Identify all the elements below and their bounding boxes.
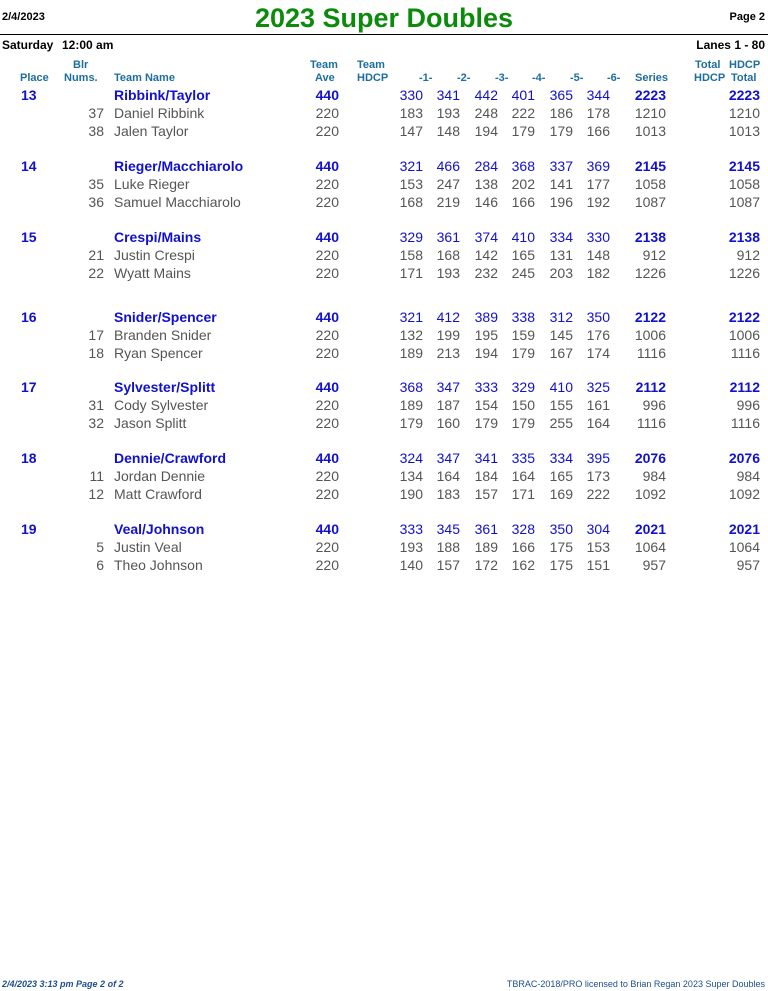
col-game-6: -6-: [607, 72, 621, 84]
bowler-series: 1226: [634, 265, 666, 281]
bowler-number: 18: [88, 345, 104, 361]
team-name: Dennie/Crawford: [114, 450, 227, 466]
team-place: 19: [21, 521, 37, 537]
bowler-game-score: 193: [436, 105, 460, 121]
session-time: 12:00 am: [62, 38, 114, 52]
bowler-series: 1116: [636, 415, 666, 431]
bowler-game-score: 188: [436, 539, 460, 555]
team-game-score: 312: [549, 309, 573, 325]
bowler-series: 1087: [634, 194, 666, 210]
col-team-ave-top: Team: [310, 59, 338, 71]
bowler-hdcp-total: 1210: [728, 105, 760, 121]
bowler-number: 31: [88, 397, 104, 413]
team-average: 440: [315, 87, 339, 103]
bowler-game-score: 245: [511, 265, 535, 281]
footer-license: TBRAC-2018/PRO licensed to Brian Regan 2023 Super Doubles: [506, 979, 765, 989]
col-team-ave-bottom: Ave: [315, 72, 335, 84]
team-game-score: 345: [436, 521, 460, 537]
team-game-score: 329: [399, 229, 423, 245]
bowler-number: 22: [88, 265, 104, 281]
bowler-game-score: 192: [586, 194, 610, 210]
bowler-average: 220: [315, 557, 339, 573]
bowler-average: 220: [315, 247, 339, 263]
bowler-average: 220: [315, 539, 339, 555]
lanes-range: Lanes 1 - 80: [696, 38, 765, 52]
bowler-game-score: 153: [586, 539, 610, 555]
bowler-game-score: 164: [436, 468, 460, 484]
col-game-3: -3-: [495, 72, 509, 84]
bowler-hdcp-total: 996: [736, 397, 760, 413]
bowler-game-score: 140: [399, 557, 423, 573]
bowler-number: 35: [88, 176, 104, 192]
bowler-name: Branden Snider: [114, 327, 212, 343]
team-place: 16: [21, 309, 37, 325]
bowler-game-score: 132: [399, 327, 423, 343]
team-series: 2145: [634, 158, 666, 174]
team-game-score: 321: [399, 158, 423, 174]
bowler-number: 32: [88, 415, 104, 431]
bowler-game-score: 183: [399, 105, 423, 121]
bowler-game-score: 146: [474, 194, 498, 210]
team-game-score: 304: [586, 521, 610, 537]
team-hdcp-total: 2145: [728, 158, 760, 174]
report-title: 2023 Super Doubles: [254, 3, 514, 33]
bowler-game-score: 151: [586, 557, 610, 573]
team-game-score: 368: [511, 158, 535, 174]
team-series: 2122: [634, 309, 666, 325]
bowler-game-score: 203: [549, 265, 573, 281]
bowler-game-score: 193: [436, 265, 460, 281]
bowler-game-score: 222: [586, 486, 610, 502]
bowler-game-score: 148: [436, 123, 460, 139]
bowler-game-score: 160: [436, 415, 460, 431]
team-game-score: 401: [511, 87, 535, 103]
team-series: 2076: [634, 450, 666, 466]
bowler-game-score: 165: [511, 247, 535, 263]
bowler-game-score: 165: [549, 468, 573, 484]
bowler-game-score: 173: [586, 468, 610, 484]
bowler-game-score: 164: [511, 468, 535, 484]
bowler-number: 12: [88, 486, 104, 502]
team-hdcp-total: 2223: [728, 87, 760, 103]
bowler-game-score: 255: [549, 415, 573, 431]
col-game-5: -5-: [570, 72, 584, 84]
bowler-game-score: 194: [474, 345, 498, 361]
bowler-game-score: 187: [436, 397, 460, 413]
bowler-number: 11: [89, 468, 104, 484]
team-place: 15: [21, 229, 37, 245]
bowler-game-score: 194: [474, 123, 498, 139]
team-game-score: 395: [586, 450, 610, 466]
team-game-score: 330: [399, 87, 423, 103]
bowler-name: Jordan Dennie: [114, 468, 206, 484]
bowler-game-score: 161: [586, 397, 610, 413]
bowler-game-score: 176: [586, 327, 610, 343]
bowler-hdcp-total: 1006: [728, 327, 760, 343]
team-game-score: 347: [436, 379, 460, 395]
team-game-score: 334: [549, 229, 573, 245]
bowler-game-score: 145: [549, 327, 573, 343]
bowler-game-score: 184: [474, 468, 498, 484]
team-place: 13: [21, 87, 37, 103]
team-name: Veal/Johnson: [114, 521, 205, 537]
bowler-game-score: 166: [586, 123, 610, 139]
bowler-name: Jason Splitt: [114, 415, 187, 431]
team-hdcp-total: 2021: [728, 521, 760, 537]
team-average: 440: [315, 309, 339, 325]
bowler-series: 957: [642, 557, 666, 573]
bowler-hdcp-total: 1064: [728, 539, 760, 555]
team-series: 2112: [635, 379, 666, 395]
col-place: Place: [20, 72, 49, 84]
team-game-score: 337: [549, 158, 573, 174]
col-team-hdcp-top: Team: [357, 59, 385, 71]
bowler-name: Daniel Ribbink: [114, 105, 205, 121]
bowler-game-score: 148: [586, 247, 610, 263]
bowler-series: 1058: [634, 176, 666, 192]
bowler-game-score: 195: [474, 327, 498, 343]
team-game-score: 466: [436, 158, 460, 174]
bowler-number: 17: [88, 327, 104, 343]
bowler-game-score: 168: [436, 247, 460, 263]
bowler-average: 220: [315, 415, 339, 431]
bowler-game-score: 142: [474, 247, 498, 263]
team-game-score: 361: [436, 229, 460, 245]
bowler-game-score: 154: [474, 397, 498, 413]
bowler-average: 220: [315, 397, 339, 413]
bowler-game-score: 179: [511, 345, 535, 361]
team-hdcp-total: 2076: [728, 450, 760, 466]
bowler-game-score: 162: [511, 557, 535, 573]
bowler-name: Jalen Taylor: [114, 123, 189, 139]
bowler-game-score: 138: [474, 176, 498, 192]
bowler-hdcp-total: 1087: [728, 194, 760, 210]
bowler-game-score: 196: [549, 194, 573, 210]
col-hdcp-total-bottom: Total: [731, 72, 757, 84]
bowler-game-score: 183: [436, 486, 460, 502]
bowler-game-score: 189: [474, 539, 498, 555]
bowler-number: 5: [96, 539, 104, 555]
team-average: 440: [315, 450, 339, 466]
col-total-hdcp-top: Total: [695, 59, 721, 71]
bowler-hdcp-total: 1058: [728, 176, 760, 192]
col-hdcp-total-top: HDCP: [729, 59, 761, 71]
team-game-score: 321: [399, 309, 423, 325]
team-series: 2021: [634, 521, 666, 537]
bowler-average: 220: [315, 105, 339, 121]
bowler-game-score: 141: [549, 176, 573, 192]
bowler-game-score: 131: [549, 247, 573, 263]
team-game-score: 330: [586, 229, 610, 245]
bowler-game-score: 186: [549, 105, 573, 121]
bowler-name: Cody Sylvester: [114, 397, 209, 413]
bowler-game-score: 179: [511, 123, 535, 139]
bowler-series: 1210: [634, 105, 666, 121]
bowler-series: 1116: [636, 345, 666, 361]
team-game-score: 350: [586, 309, 610, 325]
bowler-game-score: 157: [474, 486, 498, 502]
team-name: Sylvester/Splitt: [114, 379, 216, 395]
bowler-series: 1092: [634, 486, 666, 502]
team-game-score: 341: [436, 87, 460, 103]
bowler-game-score: 177: [586, 176, 610, 192]
bowler-average: 220: [315, 265, 339, 281]
team-game-score: 350: [549, 521, 573, 537]
bowler-name: Matt Crawford: [114, 486, 202, 502]
bowler-game-score: 167: [549, 345, 573, 361]
bowler-hdcp-total: 957: [736, 557, 760, 573]
team-game-score: 410: [511, 229, 535, 245]
team-average: 440: [315, 379, 339, 395]
bowler-name: Justin Veal: [114, 539, 182, 555]
page-number: Page 2: [729, 11, 765, 23]
team-place: 17: [21, 379, 37, 395]
bowler-game-score: 178: [586, 105, 610, 121]
bowler-name: Wyatt Mains: [114, 265, 191, 281]
bowler-average: 220: [315, 176, 339, 192]
bowler-average: 220: [315, 486, 339, 502]
bowler-game-score: 179: [511, 415, 535, 431]
bowler-game-score: 174: [586, 345, 610, 361]
bowler-game-score: 175: [549, 557, 573, 573]
bowler-series: 1064: [634, 539, 666, 555]
team-game-score: 374: [474, 229, 498, 245]
bowler-game-score: 158: [399, 247, 423, 263]
bowler-game-score: 179: [474, 415, 498, 431]
team-game-score: 284: [474, 158, 498, 174]
bowler-game-score: 168: [399, 194, 423, 210]
col-team-hdcp-bottom: HDCP: [357, 72, 389, 84]
bowler-game-score: 166: [511, 194, 535, 210]
team-game-score: 329: [511, 379, 535, 395]
team-game-score: 368: [399, 379, 423, 395]
col-blr-top: Blr: [73, 59, 89, 71]
bowler-game-score: 219: [436, 194, 460, 210]
team-name: Snider/Spencer: [114, 309, 217, 325]
bowler-game-score: 189: [399, 345, 423, 361]
bowler-game-score: 199: [436, 327, 460, 343]
col-game-1: -1-: [419, 72, 433, 84]
bowler-game-score: 193: [399, 539, 423, 555]
bowler-series: 996: [642, 397, 666, 413]
bowler-hdcp-total: 1226: [728, 265, 760, 281]
bowler-game-score: 169: [549, 486, 573, 502]
bowler-game-score: 232: [474, 265, 498, 281]
bowler-name: Ryan Spencer: [114, 345, 203, 361]
bowler-hdcp-total: 1116: [730, 415, 760, 431]
team-game-score: 333: [474, 379, 498, 395]
bowler-average: 220: [315, 345, 339, 361]
bowler-number: 21: [88, 247, 104, 263]
bowler-game-score: 202: [511, 176, 535, 192]
team-name: Rieger/Macchiarolo: [114, 158, 244, 174]
bowler-hdcp-total: 912: [736, 247, 760, 263]
team-game-score: 325: [586, 379, 610, 395]
col-blr-bottom: Nums.: [64, 72, 98, 84]
bowler-name: Theo Johnson: [114, 557, 203, 573]
bowler-game-score: 182: [586, 265, 610, 281]
col-total-hdcp-bottom: HDCP: [694, 72, 726, 84]
bowler-game-score: 159: [511, 327, 535, 343]
bowler-name: Luke Rieger: [114, 176, 190, 192]
bowler-game-score: 171: [511, 486, 535, 502]
bowler-average: 220: [315, 327, 339, 343]
bowler-game-score: 222: [511, 105, 535, 121]
team-hdcp-total: 2138: [728, 229, 760, 245]
team-place: 18: [21, 450, 37, 466]
team-average: 440: [315, 521, 339, 537]
bowler-number: 37: [88, 105, 104, 121]
team-game-score: 334: [549, 450, 573, 466]
team-game-score: 335: [511, 450, 535, 466]
bowler-number: 36: [88, 194, 104, 210]
bowler-series: 1013: [634, 123, 666, 139]
team-game-score: 333: [399, 521, 423, 537]
team-game-score: 389: [474, 309, 498, 325]
report-date: 2/4/2023: [2, 11, 45, 23]
bowler-game-score: 147: [399, 123, 423, 139]
team-hdcp-total: 2122: [728, 309, 760, 325]
col-series: Series: [635, 72, 669, 84]
bowler-game-score: 190: [399, 486, 423, 502]
team-game-score: 442: [474, 87, 498, 103]
bowler-game-score: 172: [474, 557, 498, 573]
team-name: Crespi/Mains: [114, 229, 202, 245]
bowler-hdcp-total: 984: [736, 468, 760, 484]
team-game-score: 338: [511, 309, 535, 325]
bowler-game-score: 247: [436, 176, 460, 192]
team-game-score: 410: [549, 379, 573, 395]
bowler-series: 984: [642, 468, 666, 484]
bowler-average: 220: [315, 123, 339, 139]
team-game-score: 324: [399, 450, 423, 466]
bowler-number: 6: [96, 557, 104, 573]
bowler-game-score: 157: [436, 557, 460, 573]
bowler-game-score: 166: [511, 539, 535, 555]
bowler-game-score: 171: [399, 265, 423, 281]
bowler-game-score: 153: [399, 176, 423, 192]
bowler-hdcp-total: 1116: [730, 345, 760, 361]
team-hdcp-total: 2112: [729, 379, 760, 395]
bowler-game-score: 179: [549, 123, 573, 139]
team-game-score: 361: [474, 521, 498, 537]
team-game-score: 328: [511, 521, 535, 537]
bowler-name: Justin Crespi: [114, 247, 195, 263]
team-game-score: 412: [436, 309, 460, 325]
bowler-series: 1006: [634, 327, 666, 343]
team-name: Ribbink/Taylor: [114, 87, 211, 103]
col-game-2: -2-: [457, 72, 471, 84]
bowler-name: Samuel Macchiarolo: [114, 194, 241, 210]
col-team-name: Team Name: [114, 72, 175, 84]
footer-timestamp: 2/4/2023 3:13 pm Page 2 of 2: [2, 979, 124, 989]
team-place: 14: [21, 158, 37, 174]
header-divider: [0, 34, 768, 35]
bowler-hdcp-total: 1013: [728, 123, 760, 139]
bowler-series: 912: [642, 247, 666, 263]
team-game-score: 365: [549, 87, 573, 103]
col-game-4: -4-: [532, 72, 546, 84]
team-game-score: 369: [586, 158, 610, 174]
team-series: 2138: [634, 229, 666, 245]
bowler-game-score: 175: [549, 539, 573, 555]
team-average: 440: [315, 158, 339, 174]
team-game-score: 341: [474, 450, 498, 466]
bowler-game-score: 179: [399, 415, 423, 431]
team-game-score: 347: [436, 450, 460, 466]
bowler-hdcp-total: 1092: [728, 486, 760, 502]
bowler-number: 38: [88, 123, 104, 139]
bowler-game-score: 164: [586, 415, 610, 431]
bowler-game-score: 248: [474, 105, 498, 121]
bowler-game-score: 155: [549, 397, 573, 413]
bowler-average: 220: [315, 468, 339, 484]
team-average: 440: [315, 229, 339, 245]
team-series: 2223: [634, 87, 666, 103]
bowler-game-score: 189: [399, 397, 423, 413]
bowler-game-score: 213: [436, 345, 460, 361]
bowler-game-score: 134: [399, 468, 423, 484]
session-day: Saturday: [2, 38, 54, 52]
team-game-score: 344: [586, 87, 610, 103]
bowler-game-score: 150: [511, 397, 535, 413]
bowler-average: 220: [315, 194, 339, 210]
